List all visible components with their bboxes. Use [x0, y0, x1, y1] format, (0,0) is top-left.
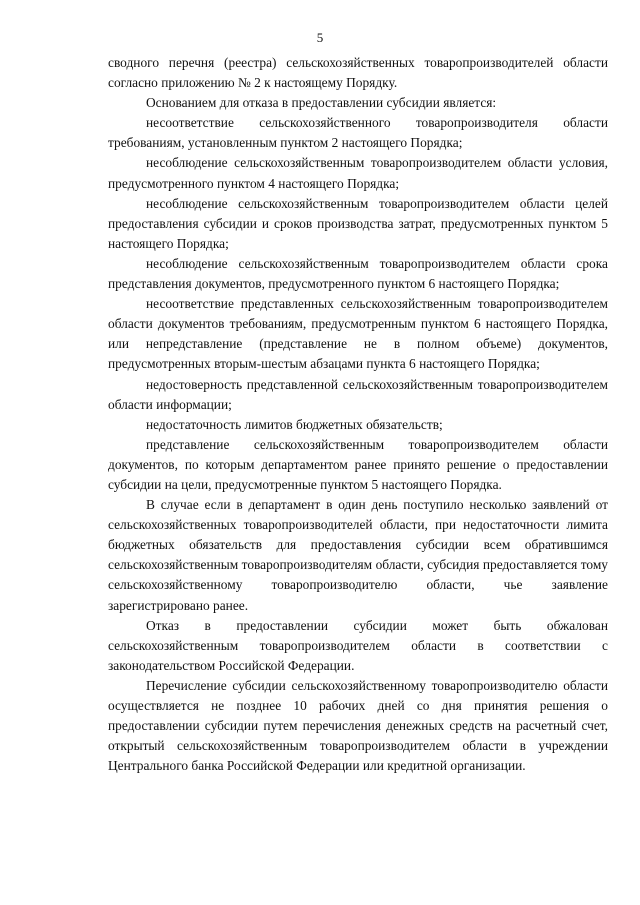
list-item-requirements-mismatch: несоответствие сельскохозяйственного товаропроизводителя области требованиям, установленным пунктом 2 настоящего Порядка;: [108, 115, 608, 151]
paragraph-appeal: Отказ в предоставлении субсидии может быть обжалован сельскохозяйственным товаропроизводителем области в соответствии с законодательством Российской Федерации.: [108, 617, 608, 673]
list-item-purpose-noncompliance: несоблюдение сельскохозяйственным товаропроизводителем области целей предоставления субсидии и сроков производства затрат, предусмотренных пунктом 5 настоящего Порядка;: [108, 195, 608, 251]
paragraph-continuation: сводного перечня (реестра) сельскохозяйственных товаропроизводителей области согласно приложению № 2 к настоящему Порядку.: [108, 55, 608, 91]
list-item-information-unreliable: недостоверность представленной сельскохозяйственным товаропроизводителем области информации;: [108, 376, 608, 412]
page-number: 5: [316, 30, 324, 45]
paragraph-transfer: Перечисление субсидии сельскохозяйственному товаропроизводителю области осуществляется не позднее 10 рабочих дней со дня принятия решения о предоставлении субсидии путем перечисления денежных средств на расчетный счет, открытый сельскохозяйственным товаропроизводителем области в учреждении Центрального банка Российской Федерации или кредитной организации.: [108, 677, 608, 774]
document-body: [108, 53, 608, 776]
list-item-condition-noncompliance: несоблюдение сельскохозяйственным товаропроизводителем области условия, предусмотренного пунктом 4 настоящего Порядка;: [108, 155, 608, 191]
list-item-limits-insufficient: недостаточность лимитов бюджетных обязательств;: [146, 416, 443, 432]
paragraph-refusal-grounds-intro: Основанием для отказа в предоставлении субсидии является:: [146, 95, 497, 111]
paragraph-same-day-applications: В случае если в департамент в один день поступило несколько заявлений от сельскохозяйственных товаропроизводителей области, при недостаточности лимита бюджетных обязательств для предоставления субсидии всем обратившимся сельскохозяйственным товаропроизводителям области, субсидия предоставляется тому сельскохозяйственному товаропроизводителю области, чье заявление зарегистрировано ранее.: [108, 497, 608, 613]
list-item-documents-mismatch: несоответствие представленных сельскохозяйственным товаропроизводителем области документов требованиям, предусмотренным пунктом 6 настоящего Порядка, или непредставление (представление не в полном объеме) документов, предусмотренных вторым-шестым абзацами пункта 6 настоящего Порядка;: [108, 296, 608, 372]
list-item-duplicate-documents: представление сельскохозяйственным товаропроизводителем области документов, по которым департаментом ранее принято решение о предоставлении субсидии на цели, предусмотренные пунктом 5 настоящего Порядка.: [108, 436, 608, 492]
list-item-deadline-noncompliance: несоблюдение сельскохозяйственным товаропроизводителем области срока представления документов, предусмотренного пунктом 6 настоящего Порядка;: [108, 255, 608, 292]
